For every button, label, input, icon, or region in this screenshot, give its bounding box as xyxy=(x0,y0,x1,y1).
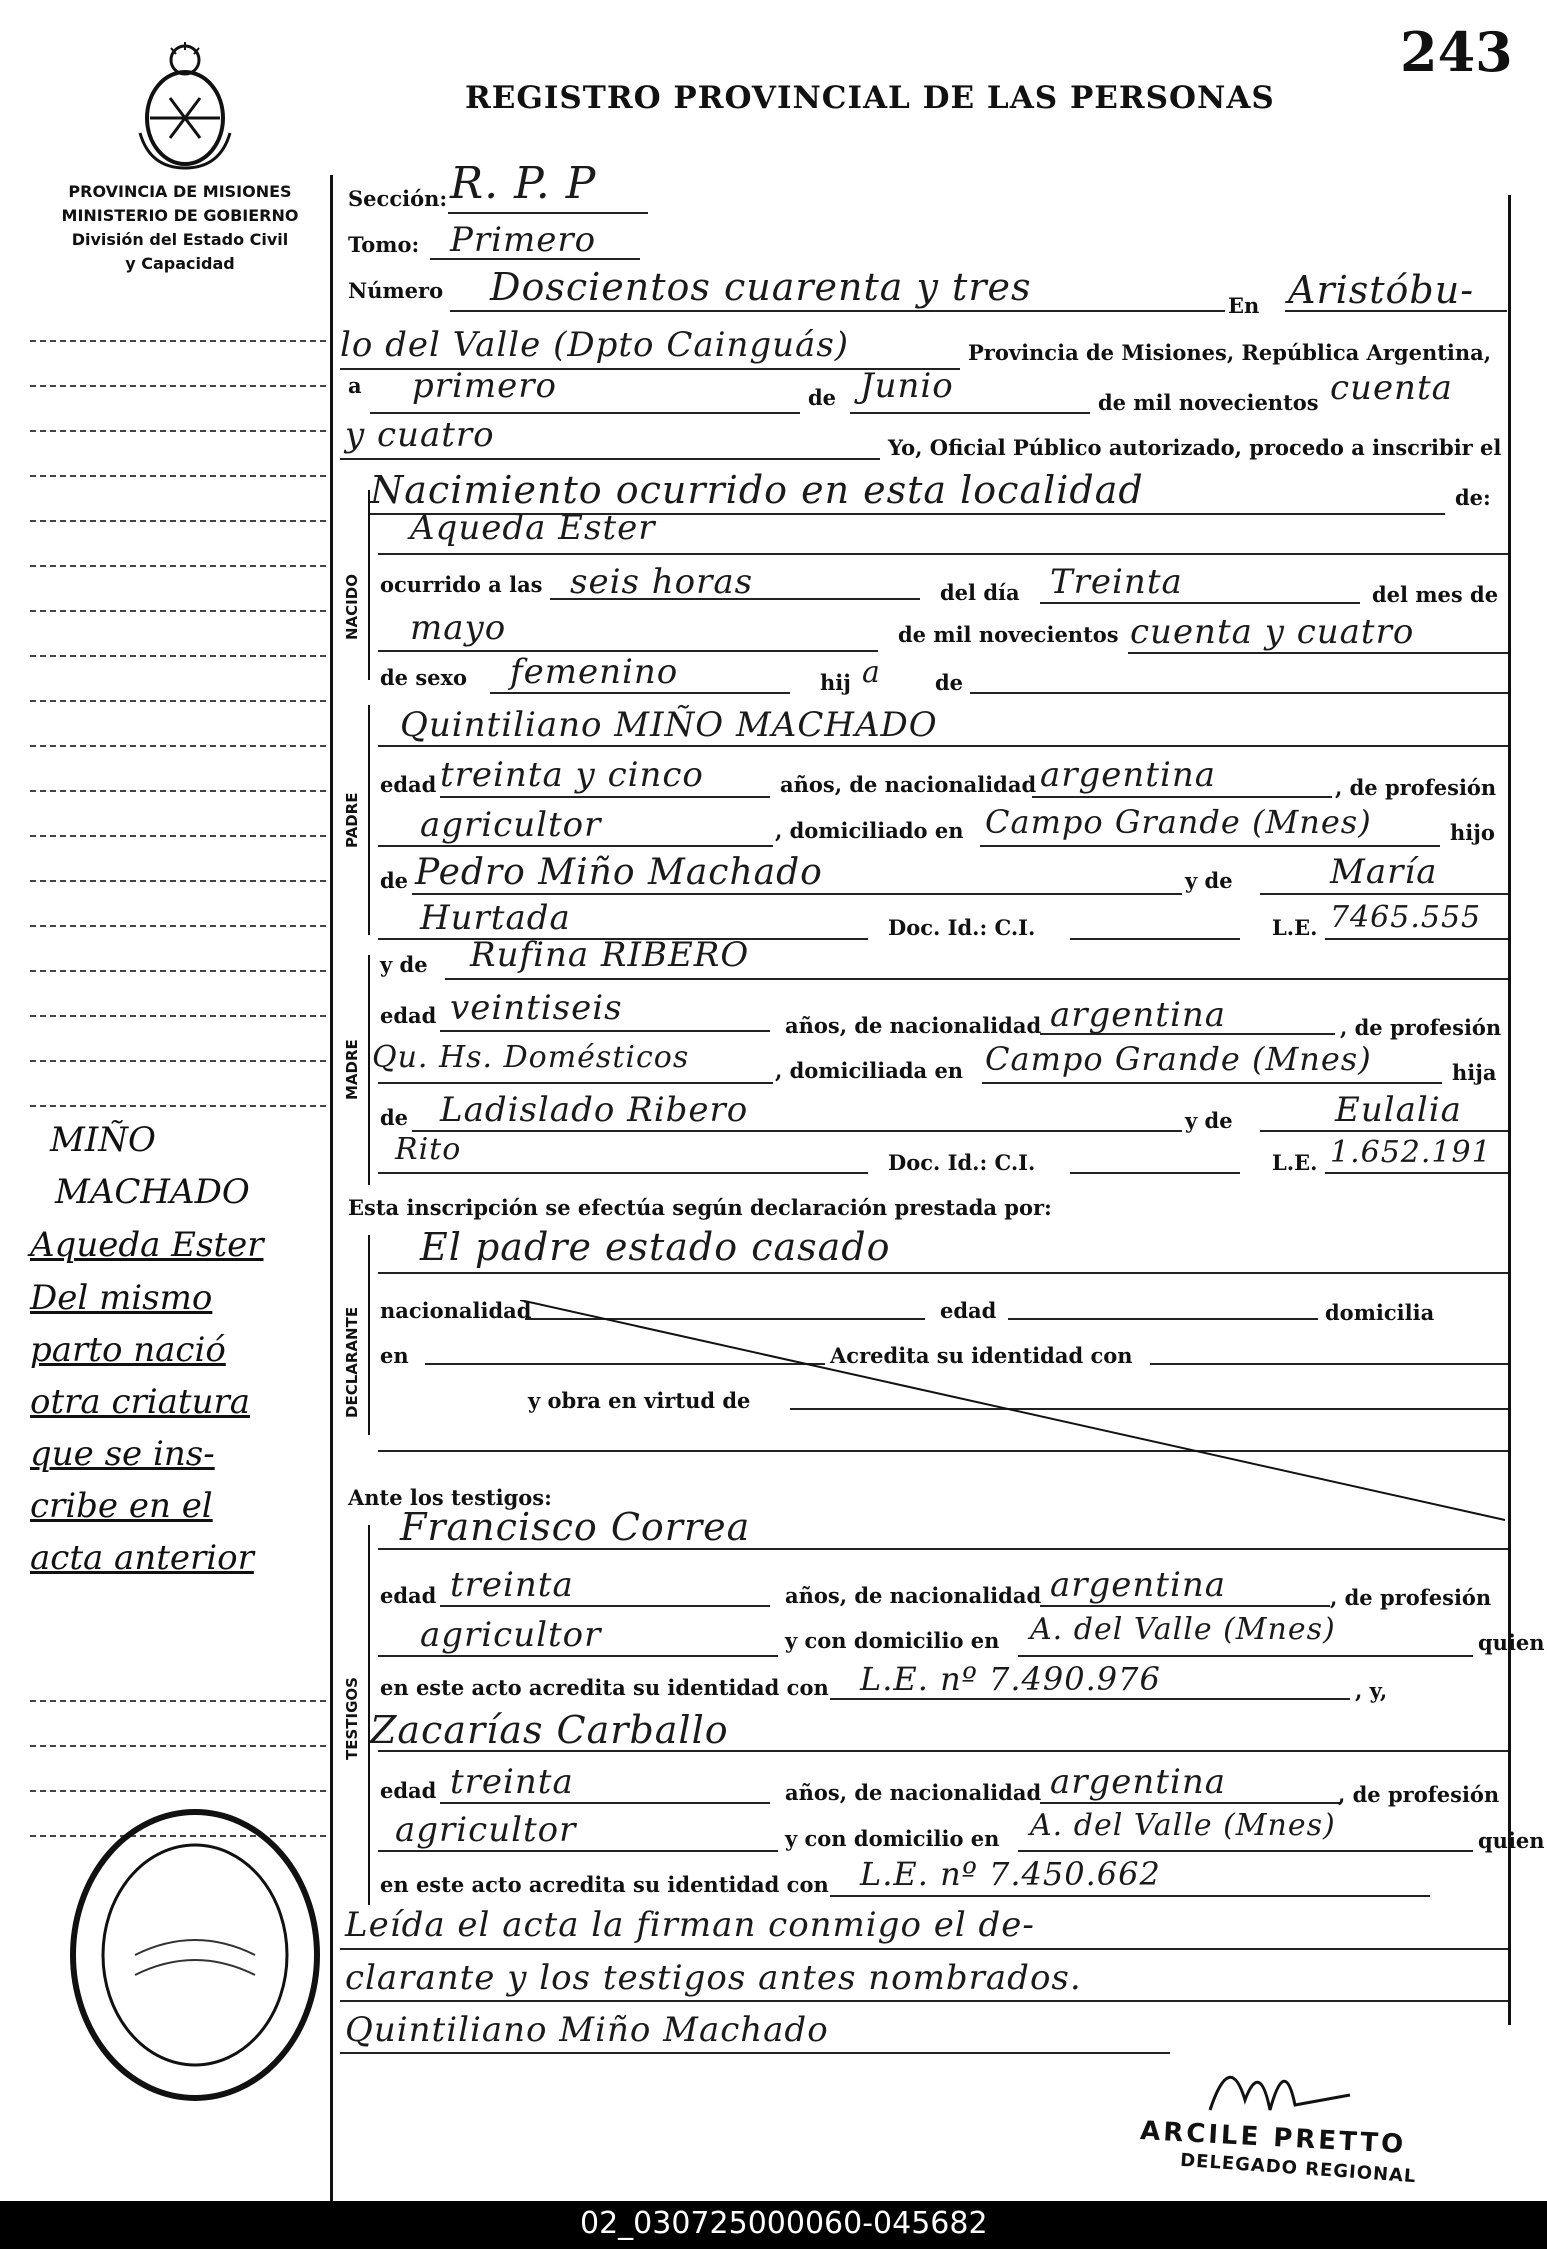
section-label-nacido: NACIDO xyxy=(343,574,361,640)
value-abuela-p1: María xyxy=(1330,852,1438,892)
section-label-declarante: DECLARANTE xyxy=(343,1306,361,1418)
signature-role: DELEGADO REGIONAL xyxy=(1179,2149,1418,2188)
value-cierre1: Leída el acta la firman conmigo el de- xyxy=(345,1905,1035,1945)
value-declarante: El padre estado casado xyxy=(420,1225,891,1269)
value-tomo: Primero xyxy=(450,220,597,260)
label-inscripcion: Esta inscripción se efectúa según declaración prestada por: xyxy=(348,1195,1052,1220)
value-padre-edad: treinta y cinco xyxy=(440,755,704,795)
value-mes-nac: mayo xyxy=(410,608,507,648)
margin-note-line: cribe en el xyxy=(30,1486,213,1526)
value-sexo: femenino xyxy=(510,652,679,692)
value-madre-dom: Campo Grande (Mnes) xyxy=(985,1040,1372,1078)
label-quien2: quien xyxy=(1478,1828,1545,1853)
label-de-profesion2: , de profesión xyxy=(1340,1015,1502,1040)
value-t1-edad: treinta xyxy=(450,1565,574,1605)
section-label-madre: MADRE xyxy=(343,1039,361,1100)
label-de2: de xyxy=(935,670,964,695)
value-t1-dom: A. del Valle (Mnes) xyxy=(1030,1612,1336,1647)
label-con-dom: y con domicilio en xyxy=(785,1628,1000,1653)
value-t1-prof: agricultor xyxy=(420,1615,602,1655)
label-de-profesion: , de profesión xyxy=(1335,775,1497,800)
value-abuela-m1: Eulalia xyxy=(1335,1090,1462,1130)
label-en: En xyxy=(1228,293,1260,318)
header-ministerio: MINISTERIO DE GOBIERNO xyxy=(61,206,299,225)
value-padre-nac: argentina xyxy=(1040,755,1217,795)
value-acto: Nacimiento ocurrido en esta localidad xyxy=(370,468,1144,512)
label-yo: Yo, Oficial Público autorizado, procedo a inscribir el xyxy=(888,435,1502,460)
label-de3: de xyxy=(380,868,409,893)
header-division: División del Estado Civil xyxy=(71,230,289,249)
value-t1-doc: L.E. nº 7.490.976 xyxy=(860,1660,1161,1698)
value-padre-nombre: Quintiliano MIÑO MACHADO xyxy=(400,705,938,745)
margin-note-line: Aqueda Ester xyxy=(30,1225,264,1265)
document-title: REGISTRO PROVINCIAL DE LAS PERSONAS xyxy=(465,80,1275,116)
label-y-de: y de xyxy=(1185,868,1233,893)
label-de-sexo: de sexo xyxy=(380,665,468,690)
value-lugar2: lo del Valle (Dpto Cainguás) xyxy=(340,325,850,365)
label-acredita: Acredita su identidad con xyxy=(830,1343,1133,1368)
label-le: L.E. xyxy=(1272,915,1318,940)
value-dia-nac: Treinta xyxy=(1050,562,1183,602)
value-nombre: Aqueda Ester xyxy=(410,508,656,548)
value-anio2: y cuatro xyxy=(345,415,495,455)
value-numero: Doscientos cuarenta y tres xyxy=(490,265,1032,309)
value-anio1: cuenta xyxy=(1330,368,1453,408)
right-border xyxy=(1508,195,1511,2025)
label-edad: edad xyxy=(380,772,437,797)
value-t2-dom: A. del Valle (Mnes) xyxy=(1030,1808,1336,1843)
page-number: 243 xyxy=(1400,20,1513,84)
header-capacidad: y Capacidad xyxy=(125,254,235,273)
value-t1-nac: argentina xyxy=(1050,1565,1227,1605)
value-madre-nac: argentina xyxy=(1050,995,1227,1035)
margin-note-line: otra criatura xyxy=(30,1382,250,1422)
label-numero: Número xyxy=(348,278,444,303)
label-y-obra: y obra en virtud de xyxy=(528,1388,751,1413)
label-tomo: Tomo: xyxy=(348,232,420,257)
coat-of-arms-emblem xyxy=(130,38,240,177)
label-con-dom2: y con domicilio en xyxy=(785,1826,1000,1851)
strike-line xyxy=(520,1300,1520,1534)
label-del-dia: del día xyxy=(940,580,1020,605)
label-a: a xyxy=(348,373,362,398)
value-madre-le: 1.652.191 xyxy=(1330,1135,1492,1170)
signature-name: ARCILE PRETTO xyxy=(1139,2116,1407,2160)
value-madre-prof: Qu. Hs. Domésticos xyxy=(372,1040,690,1075)
margin-note-line: MIÑO xyxy=(50,1120,156,1160)
label-hij: hij xyxy=(820,670,851,695)
value-abuelo-m: Ladislado Ribero xyxy=(440,1090,749,1130)
label-domicilia: domicilia xyxy=(1325,1300,1435,1325)
value-testigo2: Zacarías Carballo xyxy=(370,1708,729,1752)
label-de-profesion3: , de profesión xyxy=(1330,1585,1492,1610)
value-madre-edad: veintiseis xyxy=(450,988,623,1028)
label-en2: en xyxy=(380,1343,409,1368)
label-provincia-rep: Provincia de Misiones, República Argentina, xyxy=(968,340,1492,365)
label-anios-nac: años, de nacionalidad xyxy=(780,772,1037,797)
label-le2: L.E. xyxy=(1272,1150,1318,1175)
label-de-colon: de: xyxy=(1455,485,1491,510)
label-de-profesion4: , de profesión xyxy=(1338,1782,1500,1807)
label-anios-nac4: años, de nacionalidad xyxy=(785,1780,1042,1805)
margin-note-line: que se ins- xyxy=(30,1434,215,1474)
label-nacionalidad: nacionalidad xyxy=(380,1298,532,1323)
label-en-este2: en este acto acredita su identidad con xyxy=(380,1872,829,1897)
label-anios-nac3: años, de nacionalidad xyxy=(785,1583,1042,1608)
value-hij-a: a xyxy=(862,655,881,690)
value-seccion: R. P. P xyxy=(450,158,597,209)
value-mes: Junio xyxy=(860,366,954,406)
label-y-de3: y de xyxy=(1185,1108,1233,1133)
value-t2-prof: agricultor xyxy=(395,1810,577,1850)
header-provincia: PROVINCIA DE MISIONES xyxy=(68,182,292,201)
label-domiciliado: , domiciliado en xyxy=(775,818,964,843)
margin-note-line: Del mismo xyxy=(30,1278,213,1318)
label-edad3: edad xyxy=(940,1298,997,1323)
label-domiciliada: , domiciliada en xyxy=(775,1058,964,1083)
label-del-mes: del mes de xyxy=(1372,582,1499,607)
value-testigo1: Francisco Correa xyxy=(400,1505,751,1549)
value-hora: seis horas xyxy=(570,562,754,602)
value-t2-nac: argentina xyxy=(1050,1762,1227,1802)
label-en-este: en este acto acredita su identidad con xyxy=(380,1675,829,1700)
label-y-coma: , y, xyxy=(1355,1678,1388,1703)
value-abuela-p2: Hurtada xyxy=(420,898,571,938)
value-padre-prof: agricultor xyxy=(420,805,602,845)
label-doc-id: Doc. Id.: C.I. xyxy=(888,915,1036,940)
label-seccion: Sección: xyxy=(348,186,448,211)
label-y-de2: y de xyxy=(380,952,428,977)
label-edad2: edad xyxy=(380,1003,437,1028)
section-label-padre: PADRE xyxy=(343,792,361,848)
label-de: de xyxy=(808,385,837,410)
value-dia: primero xyxy=(412,366,557,406)
label-ante: Ante los testigos: xyxy=(348,1485,552,1510)
label-de-mil: de mil novecientos xyxy=(1098,390,1319,415)
value-t2-doc: L.E. nº 7.450.662 xyxy=(860,1855,1161,1893)
value-madre-nombre: Rufina RIBERO xyxy=(470,935,750,975)
section-label-testigos: TESTIGOS xyxy=(343,1677,361,1760)
value-anio-nac: cuenta y cuatro xyxy=(1130,612,1415,652)
label-de-mil2: de mil novecientos xyxy=(898,622,1119,647)
margin-note-line: parto nació xyxy=(30,1330,226,1370)
label-de4: de xyxy=(380,1105,409,1130)
footer-code: 02_030725000060-045682 xyxy=(580,2206,988,2241)
label-doc-id2: Doc. Id.: C.I. xyxy=(888,1150,1036,1175)
value-lugar1: Aristóbu- xyxy=(1288,268,1475,312)
label-edad5: edad xyxy=(380,1778,437,1803)
value-cierre2: clarante y los testigos antes nombrados. xyxy=(345,1958,1082,1998)
margin-divider xyxy=(330,175,333,2205)
official-round-stamp xyxy=(65,1805,325,2109)
value-padre-dom: Campo Grande (Mnes) xyxy=(985,803,1372,841)
label-quien: quien xyxy=(1478,1630,1545,1655)
label-hijo: hijo xyxy=(1450,820,1495,845)
value-abuela-m2: Rito xyxy=(395,1132,462,1167)
value-t2-edad: treinta xyxy=(450,1762,574,1802)
label-ocurrido: ocurrido a las xyxy=(380,572,543,597)
margin-note-line: acta anterior xyxy=(30,1538,254,1578)
label-edad4: edad xyxy=(380,1583,437,1608)
label-hija: hija xyxy=(1452,1060,1497,1085)
value-abuelo-p: Pedro Miño Machado xyxy=(415,852,823,893)
value-padre-le: 7465.555 xyxy=(1330,900,1482,935)
label-anios-nac2: años, de nacionalidad xyxy=(785,1013,1042,1038)
margin-note-line: MACHADO xyxy=(55,1172,250,1212)
value-cierre3: Quintiliano Miño Machado xyxy=(345,2010,829,2050)
